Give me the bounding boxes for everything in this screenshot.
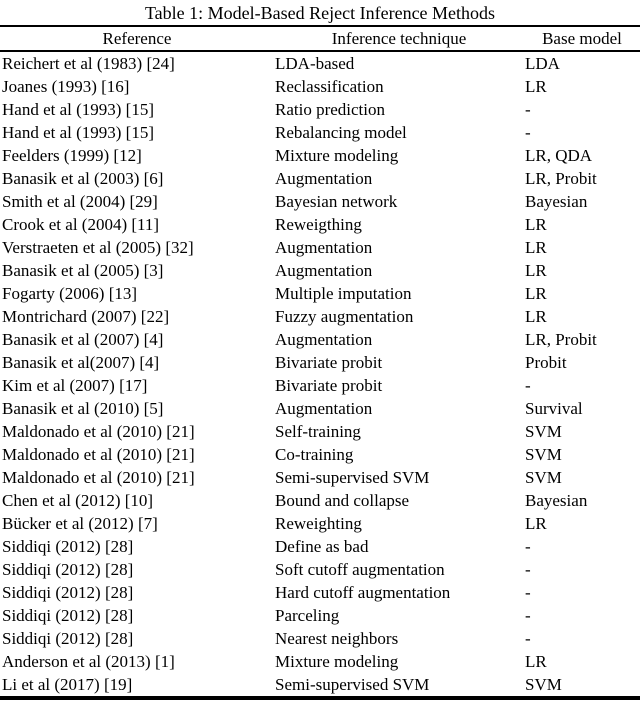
table-row [0, 144, 640, 167]
cell-reference: Kim et al (2007) [17] [2, 376, 148, 395]
cell-reference: Siddiqi (2012) [28] [2, 560, 134, 579]
table-row [0, 374, 640, 397]
cell-reference: Li et al (2017) [19] [2, 675, 133, 694]
cell-technique: Self-training [275, 422, 361, 441]
cell-technique: Ratio prediction [275, 100, 386, 119]
cell-reference: Feelders (1999) [12] [2, 146, 142, 165]
table-row [0, 328, 640, 351]
table-row [0, 466, 640, 489]
cell-reference: Maldonado et al (2010) [21] [2, 422, 195, 441]
cell-technique: Bound and collapse [275, 491, 410, 510]
cell-technique: Reclassification [275, 77, 384, 96]
table-row [0, 75, 640, 98]
cell-reference: Hand et al (1993) [15] [2, 100, 155, 119]
cell-reference: Anderson et al (2013) [1] [2, 652, 175, 671]
cell-technique: LDA-based [275, 54, 355, 73]
cell-technique: Reweigthing [275, 215, 362, 234]
header-inference-technique: Inference technique [274, 26, 524, 51]
table-row [0, 604, 640, 627]
table-header [0, 26, 640, 51]
cell-technique: Bivariate probit [275, 353, 383, 372]
cell-reference: Montrichard (2007) [22] [2, 307, 170, 326]
table-row [0, 420, 640, 443]
cell-reference: Joanes (1993) [16] [2, 77, 130, 96]
cell-reference: Siddiqi (2012) [28] [2, 606, 134, 625]
cell-technique: Semi-supervised SVM [275, 675, 430, 694]
cell-reference: Siddiqi (2012) [28] [2, 537, 134, 556]
cell-reference: Banasik et al(2007) [4] [2, 353, 160, 372]
cell-technique: Mixture modeling [275, 652, 399, 671]
cell-technique: Augmentation [275, 169, 373, 188]
cell-reference: Siddiqi (2012) [28] [2, 629, 134, 648]
table-row [0, 190, 640, 213]
table-row [0, 213, 640, 236]
cell-reference: Reichert et al (1983) [24] [2, 54, 175, 73]
cell-base_model: LR [525, 261, 547, 280]
cell-technique: Parceling [275, 606, 340, 625]
table-caption: Table 1: Model-Based Reject Inference Methods [144, 3, 496, 23]
table-row [0, 443, 640, 466]
cell-technique: Bayesian network [275, 192, 398, 211]
cell-base_model: SVM [525, 422, 562, 441]
table-row [0, 650, 640, 673]
cell-base_model: - [525, 537, 531, 556]
cell-base_model: LR, QDA [525, 146, 593, 165]
cell-base_model: - [525, 629, 531, 648]
cell-base_model: LR [525, 652, 547, 671]
table-row [0, 305, 640, 328]
cell-base_model: SVM [525, 468, 562, 487]
cell-technique: Fuzzy augmentation [275, 307, 414, 326]
cell-reference: Siddiqi (2012) [28] [2, 583, 134, 602]
cell-base_model: - [525, 123, 531, 142]
cell-technique: Co-training [275, 445, 354, 464]
cell-technique: Semi-supervised SVM [275, 468, 430, 487]
table-row [0, 51, 640, 75]
cell-technique: Rebalancing model [275, 123, 407, 142]
cell-reference: Banasik et al (2005) [3] [2, 261, 164, 280]
table-row [0, 535, 640, 558]
cell-reference: Chen et al (2012) [10] [2, 491, 154, 510]
table-row [0, 236, 640, 259]
cell-reference: Banasik et al (2007) [4] [2, 330, 164, 349]
cell-base_model: Bayesian [525, 491, 588, 510]
reject-inference-table [0, 25, 640, 700]
cell-technique: Augmentation [275, 399, 373, 418]
table-row [0, 121, 640, 144]
cell-base_model: - [525, 376, 531, 395]
cell-base_model: Survival [525, 399, 583, 418]
cell-technique: Mixture modeling [275, 146, 399, 165]
cell-reference: Maldonado et al (2010) [21] [2, 468, 195, 487]
cell-base_model: LR [525, 284, 547, 303]
cell-technique: Bivariate probit [275, 376, 383, 395]
cell-base_model: - [525, 606, 531, 625]
cell-base_model: - [525, 100, 531, 119]
cell-reference: Smith et al (2004) [29] [2, 192, 158, 211]
table-row [0, 397, 640, 420]
cell-reference: Hand et al (1993) [15] [2, 123, 155, 142]
table-row [0, 351, 640, 374]
cell-base_model: LR [525, 514, 547, 533]
cell-base_model: SVM [525, 675, 562, 694]
cell-base_model: LR, Probit [525, 169, 597, 188]
header-reference: Reference [0, 26, 274, 51]
table-row [0, 98, 640, 121]
cell-reference: Fogarty (2006) [13] [2, 284, 138, 303]
table-row [0, 489, 640, 512]
table-row [0, 282, 640, 305]
table-row [0, 558, 640, 581]
cell-reference: Banasik et al (2003) [6] [2, 169, 164, 188]
cell-base_model: LR [525, 77, 547, 96]
table-body [0, 51, 640, 698]
cell-base_model: Probit [525, 353, 567, 372]
table-row [0, 673, 640, 698]
cell-reference: Crook et al (2004) [11] [2, 215, 160, 234]
cell-reference: Maldonado et al (2010) [21] [2, 445, 195, 464]
cell-reference: Verstraeten et al (2005) [32] [2, 238, 194, 257]
cell-reference: Bücker et al (2012) [7] [2, 514, 158, 533]
header-row [0, 26, 640, 51]
cell-technique: Multiple imputation [275, 284, 412, 303]
table-row [0, 259, 640, 282]
cell-technique: Define as bad [275, 537, 369, 556]
cell-technique: Augmentation [275, 261, 373, 280]
cell-base_model: Bayesian [525, 192, 588, 211]
cell-technique: Hard cutoff augmentation [275, 583, 451, 602]
cell-base_model: SVM [525, 445, 562, 464]
cell-technique: Augmentation [275, 330, 373, 349]
cell-technique: Augmentation [275, 238, 373, 257]
table-row [0, 167, 640, 190]
cell-base_model: - [525, 583, 531, 602]
cell-base_model: LR, Probit [525, 330, 597, 349]
table-row [0, 512, 640, 535]
cell-technique: Nearest neighbors [275, 629, 399, 648]
cell-base_model: LR [525, 307, 547, 326]
cell-base_model: - [525, 560, 531, 579]
cell-reference: Banasik et al (2010) [5] [2, 399, 164, 418]
header-base-model: Base model [524, 26, 640, 51]
cell-base_model: LR [525, 215, 547, 234]
cell-technique: Reweighting [275, 514, 362, 533]
table-row [0, 627, 640, 650]
cell-base_model: LDA [525, 54, 560, 73]
cell-base_model: LR [525, 238, 547, 257]
cell-technique: Soft cutoff augmentation [275, 560, 445, 579]
table-row [0, 581, 640, 604]
